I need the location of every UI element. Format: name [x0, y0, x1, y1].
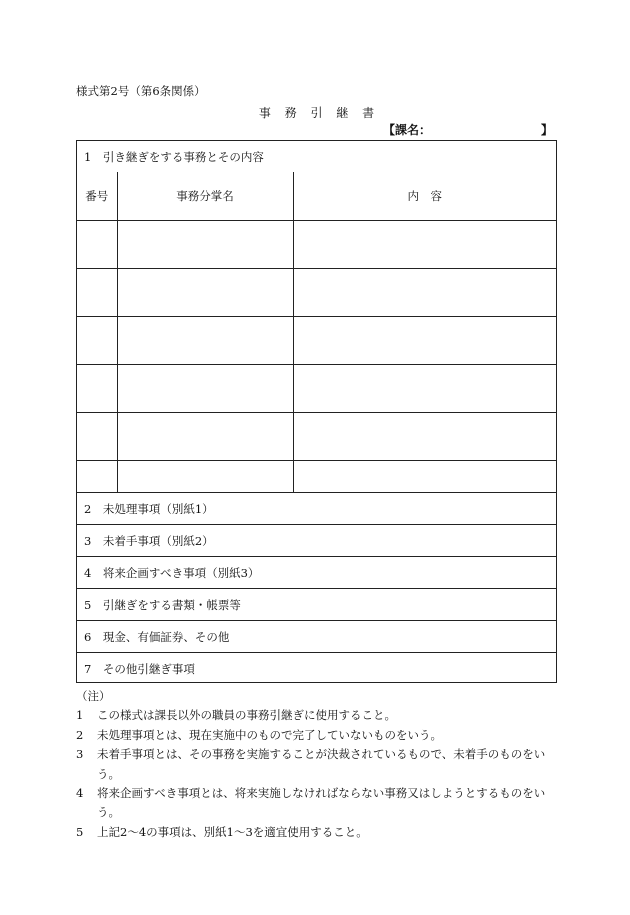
item-4-row[interactable]: [77, 556, 556, 588]
section-name-close-bracket: 】: [540, 123, 553, 137]
form-reference: 様式第2号（第6条関係）: [76, 84, 206, 98]
note-text: この様式は課長以外の職員の事務引継ぎに使用すること。: [97, 708, 396, 723]
cell-number[interactable]: [77, 317, 117, 365]
cell-number[interactable]: [77, 365, 117, 413]
notes-heading: （注）: [76, 689, 111, 703]
duties-table-header: [77, 172, 556, 221]
item-2-row[interactable]: [77, 492, 556, 524]
cell-content[interactable]: [293, 269, 556, 317]
section-name-label: 【課名：: [383, 123, 432, 137]
item-3-row[interactable]: [77, 524, 556, 556]
notes-section: [76, 687, 561, 842]
table-row: [77, 413, 556, 461]
table-row: [77, 461, 556, 493]
item-7-row[interactable]: [77, 652, 556, 683]
cell-duty-name[interactable]: [117, 317, 293, 365]
table-row: [77, 221, 556, 269]
cell-duty-name[interactable]: [117, 365, 293, 413]
item-3-title: 3 未着手事項（別紙2）: [84, 534, 214, 548]
document-title: 事 務 引 継 書: [258, 106, 380, 120]
note-item: [76, 706, 561, 725]
header-content: 内 容: [293, 172, 556, 221]
note-number: 2: [76, 727, 84, 742]
note-text: 上記2～4の事項は、別紙1～3を適宜使用すること。: [97, 824, 368, 839]
item-7-title: 7 その他引継ぎ事項: [84, 662, 195, 676]
table-row: [77, 317, 556, 365]
cell-duty-name[interactable]: [117, 461, 293, 493]
item-6-row[interactable]: [77, 620, 556, 652]
cell-content[interactable]: [293, 317, 556, 365]
item-2-title: 2 未処理事項（別紙1）: [84, 502, 214, 516]
cell-content[interactable]: [293, 221, 556, 269]
note-number: 5: [76, 824, 84, 839]
header-duty-name: 事務分掌名: [117, 172, 293, 221]
cell-number[interactable]: [77, 269, 117, 317]
note-item: [76, 784, 561, 823]
cell-number[interactable]: [77, 461, 117, 493]
cell-duty-name[interactable]: [117, 413, 293, 461]
cell-number[interactable]: [77, 413, 117, 461]
handover-form: [76, 140, 557, 683]
note-item: [76, 823, 561, 842]
table-row: [77, 365, 556, 413]
table-row: [77, 269, 556, 317]
cell-duty-name[interactable]: [117, 269, 293, 317]
duties-table: [77, 172, 556, 493]
item-5-row[interactable]: [77, 588, 556, 620]
note-text: 未処理事項とは、現在実施中のもので完了していないものをいう。: [97, 727, 442, 742]
note-item: [76, 726, 561, 745]
item-4-title: 4 将来企画すべき事項（別紙3）: [84, 566, 260, 580]
cell-content[interactable]: [293, 461, 556, 493]
cell-number[interactable]: [77, 221, 117, 269]
cell-content[interactable]: [293, 365, 556, 413]
section-name-field[interactable]: [383, 121, 553, 138]
note-text: 未着手事項とは、その事務を実施することが決裁されているもので、未着手のものをいう。: [97, 747, 546, 781]
note-number: 4: [76, 786, 84, 801]
item-1-title: 1 引き継ぎをする事務とその内容: [84, 150, 264, 164]
item-6-title: 6 現金、有価証券、その他: [84, 630, 230, 644]
note-item: [76, 745, 561, 784]
item-5-title: 5 引継ぎをする書類・帳票等: [84, 598, 241, 612]
note-number: 3: [76, 747, 84, 762]
cell-duty-name[interactable]: [117, 221, 293, 269]
note-number: 1: [76, 708, 84, 723]
header-number: 番号: [77, 172, 117, 221]
note-text: 将来企画すべき事項とは、将来実施しなければならない事務又はしようとするものをいう。: [97, 786, 546, 820]
cell-content[interactable]: [293, 413, 556, 461]
